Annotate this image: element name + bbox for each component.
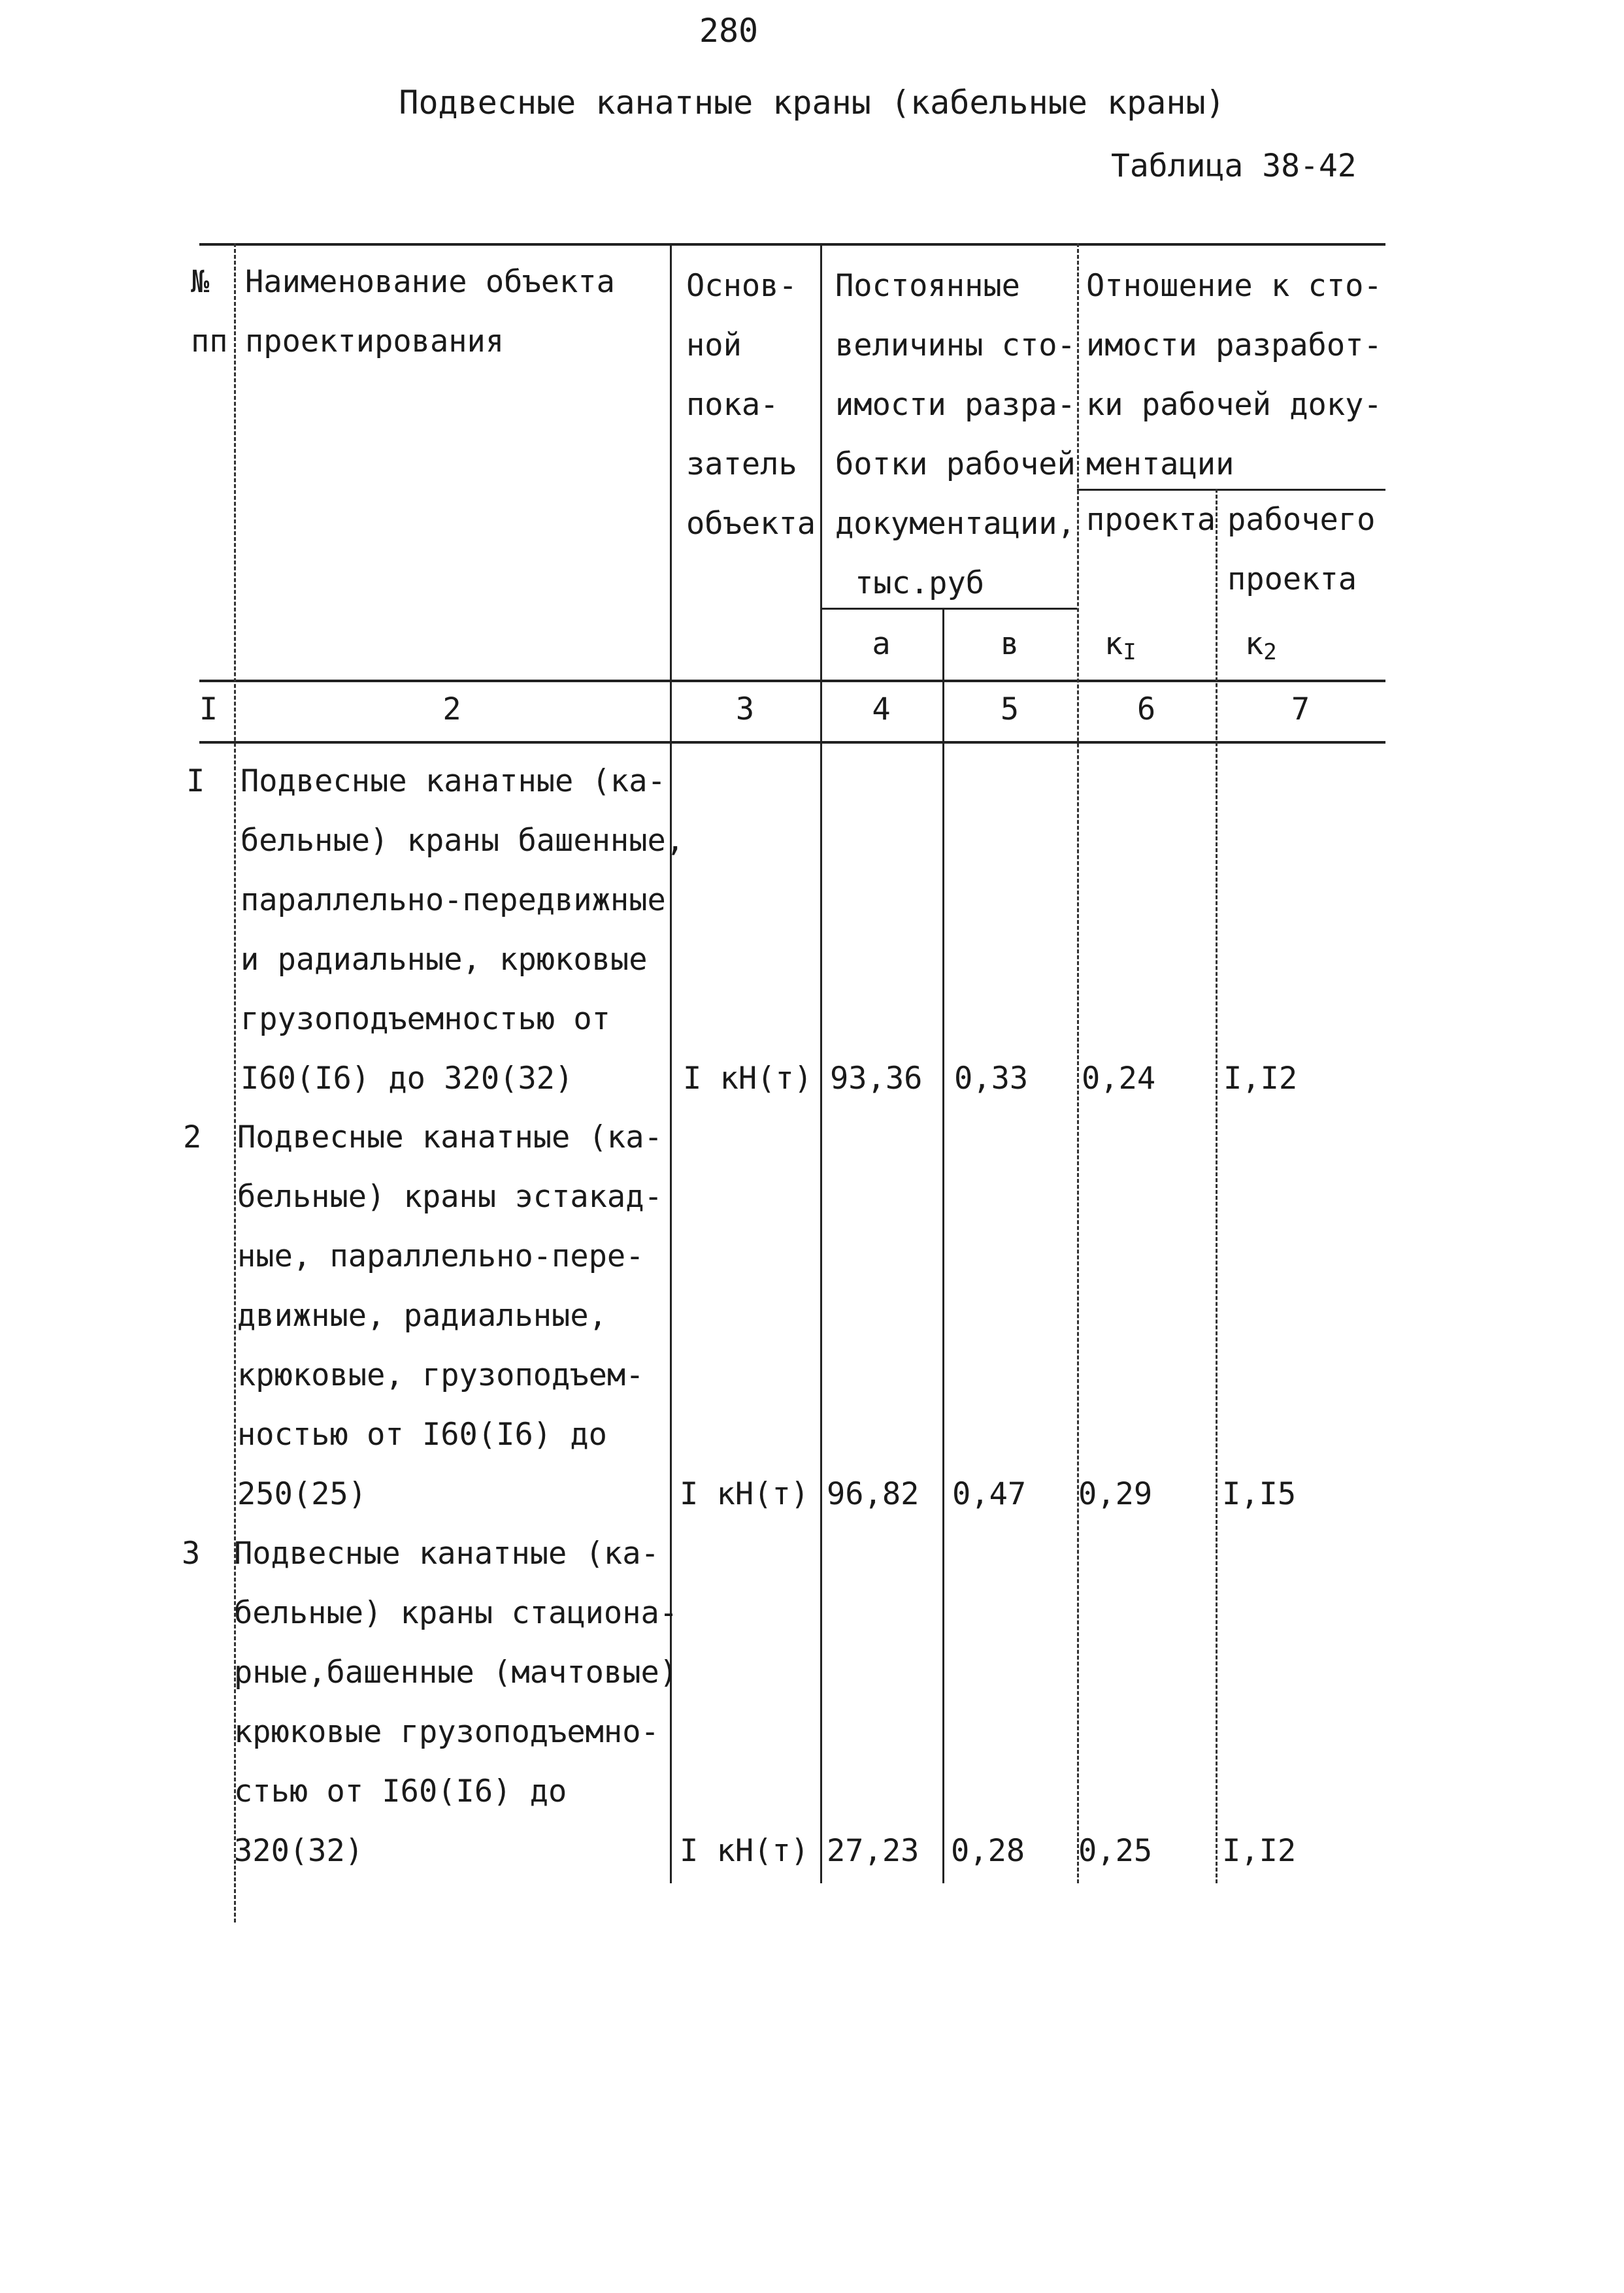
row-2-k1: 0,29	[1078, 1476, 1153, 1512]
row-2-value-b: 0,47	[952, 1476, 1027, 1512]
row-1-value-a: 93,36	[830, 1061, 923, 1097]
header-sub-a: а	[872, 626, 891, 662]
col-divider-5	[1077, 243, 1079, 1883]
document-title: Подвесные канатные краны (кабельные краны)	[399, 84, 1225, 122]
row-2-name: Подвесные канатные (ка- бельные) краны эстакад- ные, параллельно-пере- движные, радиальные, крюковые, грузоподъем- ностью от I60(I6) до 250(25)	[237, 1119, 663, 1512]
row-1-indicator: I кН(т)	[683, 1061, 813, 1097]
row-3-number: 3	[182, 1536, 201, 1572]
column-number-3: 3	[735, 691, 755, 727]
row-1-number: I	[186, 763, 205, 799]
row-3-indicator: I кН(т)	[680, 1833, 810, 1869]
row-1-value-b: 0,33	[954, 1061, 1029, 1097]
header-sub-k2: $к_2$	[1245, 626, 1277, 665]
header-col-indicator: Основ- ной пока- затель объекта	[686, 268, 816, 542]
column-number-2: 2	[442, 691, 461, 727]
row-3-value-b: 0,28	[951, 1833, 1025, 1869]
row-1-name: Подвесные канатные (ка- бельные) краны башенные, параллельно-передвижные и радиальные, крюковые грузоподъемностью от I60(I6) до 320(32)	[240, 763, 685, 1097]
row-1-k1: 0,24	[1082, 1061, 1156, 1097]
table-label: Таблица 38-42	[1111, 148, 1357, 184]
column-number-4: 4	[872, 691, 891, 727]
header-col-ratio: Отношение к сто- имости разработ- ки рабочей доку- ментации	[1086, 268, 1382, 482]
header-col-project: проекта	[1086, 502, 1216, 538]
column-numbers-rule	[199, 741, 1385, 744]
row-2-indicator: I кН(т)	[680, 1476, 810, 1512]
column-number-7: 7	[1291, 691, 1310, 727]
header-col-constants: Постоянные величины сто- имости разра- ботки рабочей документации, тыс.руб	[835, 268, 1076, 601]
col-divider-4	[942, 608, 944, 1883]
column-number-1: I	[199, 691, 218, 727]
header-col-working-project: рабочего проекта	[1227, 502, 1376, 597]
row-3-name: Подвесные канатные (ка- бельные) краны стациона- рные,башенные (мачтовые) крюковые грузоподъемно- стью от I60(I6) до 320(32)	[234, 1536, 678, 1869]
page-number: 280	[699, 12, 759, 50]
col-divider-3	[820, 243, 822, 1883]
table-top-rule	[199, 243, 1385, 246]
column-number-5: 5	[1000, 691, 1019, 727]
row-3-k2: I,I2	[1222, 1833, 1297, 1869]
header-sub-k1: $к_I$	[1104, 626, 1136, 665]
row-1-k2: I,I2	[1223, 1061, 1298, 1097]
row-3-value-a: 27,23	[827, 1833, 920, 1869]
row-2-value-a: 96,82	[827, 1476, 920, 1512]
row-2-k2: I,I5	[1222, 1476, 1297, 1512]
header-col-name: Наименование объекта проектирования	[245, 264, 615, 359]
column-number-6: 6	[1136, 691, 1156, 727]
row-3-k1: 0,25	[1078, 1833, 1153, 1869]
header-sub-b: в	[1000, 626, 1019, 662]
header-col-number: № пп	[191, 264, 228, 359]
row-2-number: 2	[183, 1119, 202, 1155]
